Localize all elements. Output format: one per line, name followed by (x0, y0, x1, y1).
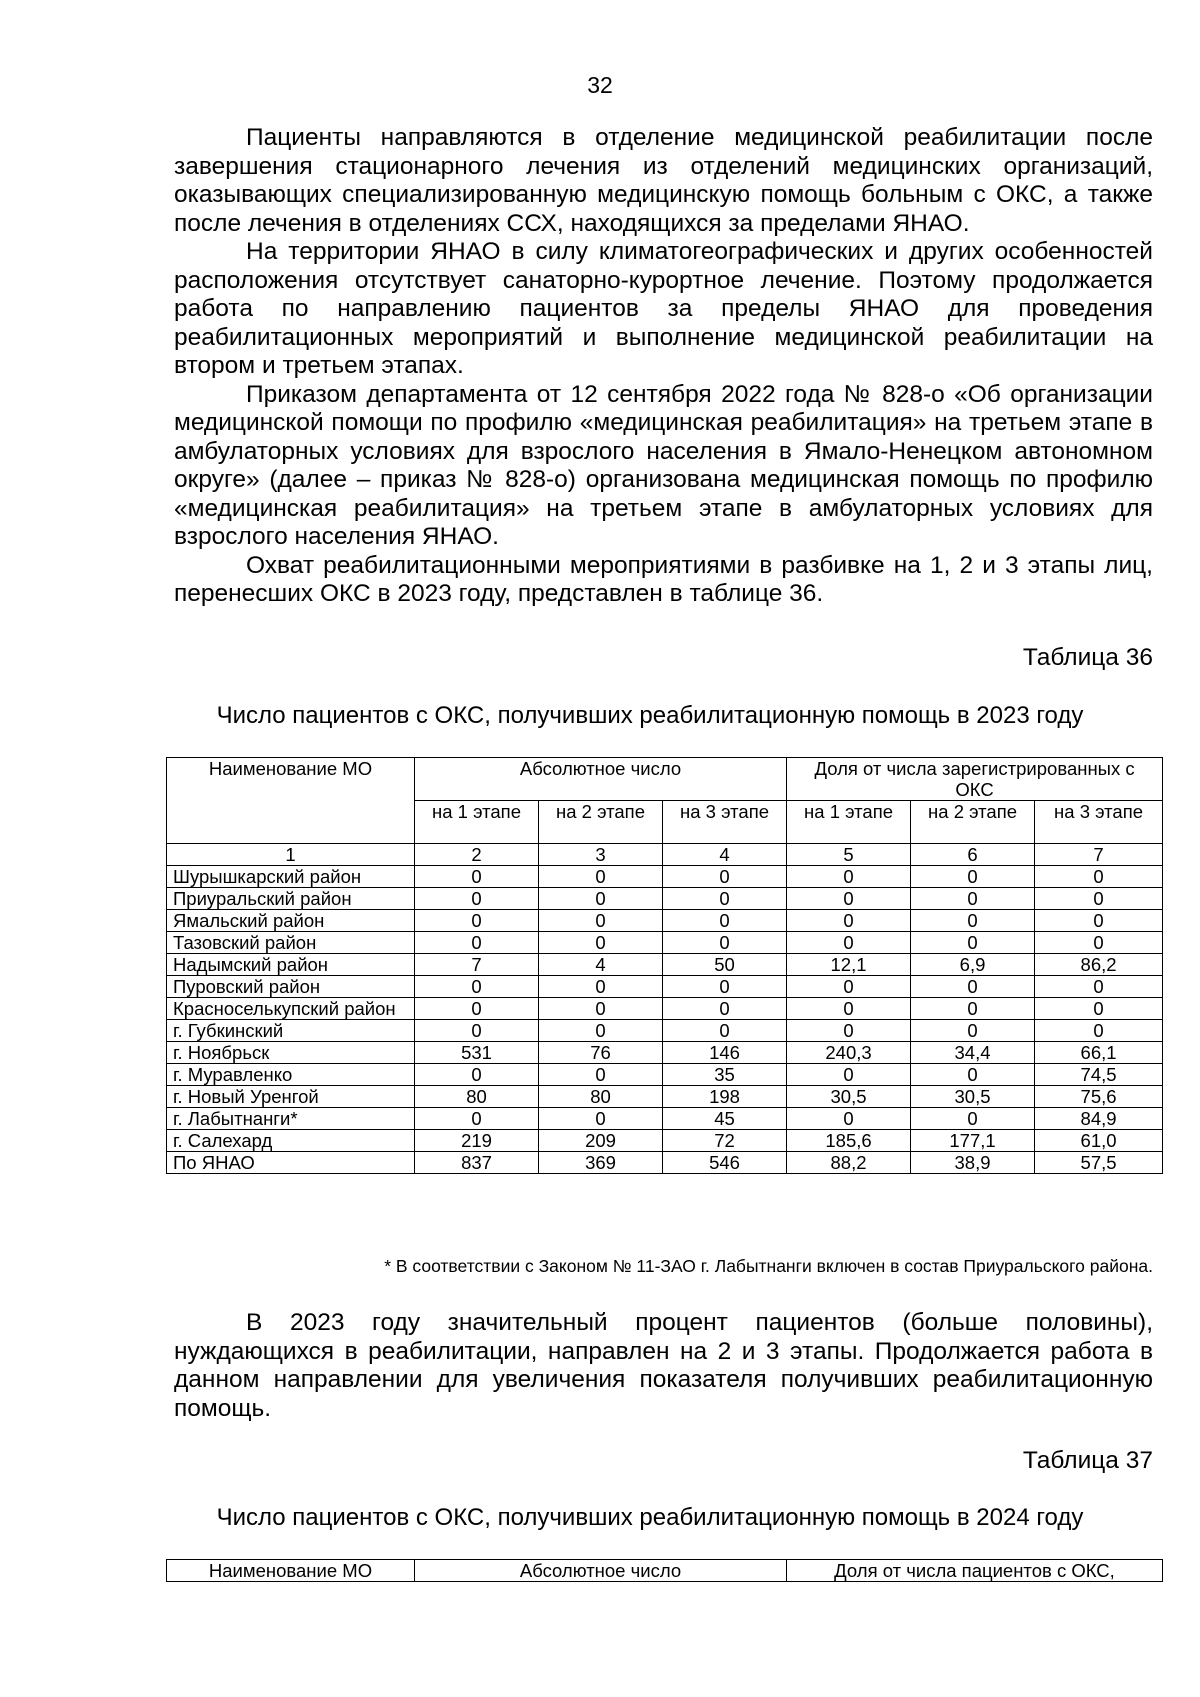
value-cell: 0 (787, 888, 911, 910)
mo-name-cell: г. Ноябрьск (167, 1042, 415, 1064)
value-cell: 0 (415, 1064, 539, 1086)
value-cell: 0 (539, 1020, 663, 1042)
value-cell: 0 (787, 932, 911, 954)
table-row (167, 888, 1163, 910)
value-cell: 0 (539, 932, 663, 954)
table36-header-stage: на 3 этапе (663, 801, 787, 844)
value-cell: 0 (911, 976, 1035, 998)
value-cell: 0 (415, 976, 539, 998)
paragraph-4: Охват реабилитационными мероприятиями в разбивке на 1, 2 и 3 этапы лиц, перенесших ОКС в 2023 году, представлен в таблице 36. (174, 551, 1153, 607)
value-cell: 7 (415, 954, 539, 976)
table-row (167, 1130, 1163, 1152)
value-cell: 76 (539, 1042, 663, 1064)
table37-title: Число пациентов с ОКС, получивших реабилитационную помощь в 2024 году (216, 1504, 1084, 1531)
paragraph-2: На территории ЯНАО в силу климатогеографических и других особенностей расположения отсутствует санаторно-курортное лечение. Поэтому продолжается работа по направлению пациентов за пределы ЯНАО для проведения реабилитационных мероприятий и выполнение медицинской реабилитации на втором и третьем этапах. (174, 238, 1153, 379)
table36-body (167, 844, 1163, 1174)
value-cell: 30,5 (787, 1086, 911, 1108)
paragraph-1: Пациенты направляются в отделение медицинской реабилитации после завершения стационарного лечения из отделений медицинских организаций, оказывающих специализированную медицинскую помощь больным с ОКС, а также после лечения в отделениях ССХ, находящихся за пределами ЯНАО. (174, 124, 1153, 237)
index-cell: 1 (167, 844, 415, 866)
value-cell: 0 (415, 998, 539, 1020)
value-cell: 4 (539, 954, 663, 976)
value-cell: 30,5 (911, 1086, 1035, 1108)
table37-header-row-1 (167, 1560, 1163, 1582)
value-cell: 38,9 (911, 1152, 1035, 1174)
value-cell: 209 (539, 1130, 663, 1152)
table36-header-stage: на 3 этапе (1035, 801, 1163, 844)
table36-header-share: Доля от числа зарегистрированных с ОКС (787, 758, 1163, 801)
mo-name-cell: Тазовский район (167, 932, 415, 954)
index-cell: 6 (911, 844, 1035, 866)
value-cell: 0 (415, 910, 539, 932)
value-cell: 45 (663, 1108, 787, 1130)
value-cell: 219 (415, 1130, 539, 1152)
paragraph-5: В 2023 году значительный процент пациентов (больше половины), нуждающихся в реабилитации, направлен на 2 и 3 этапы. Продолжается работа в данном направлении для увеличения показателя получивших реабилитационную помощь. (174, 1309, 1153, 1422)
value-cell: 0 (539, 910, 663, 932)
value-cell: 0 (911, 1108, 1035, 1130)
table-row (167, 1020, 1163, 1042)
value-cell: 0 (663, 932, 787, 954)
mo-name-cell: г. Муравленко (167, 1064, 415, 1086)
value-cell: 0 (1035, 910, 1163, 932)
mo-name-cell: Приуральский район (167, 888, 415, 910)
value-cell: 240,3 (787, 1042, 911, 1064)
value-cell: 75,6 (1035, 1086, 1163, 1108)
value-cell: 0 (911, 888, 1035, 910)
value-cell: 0 (539, 888, 663, 910)
value-cell: 0 (539, 1064, 663, 1086)
table36 (166, 757, 1163, 1174)
value-cell: 0 (787, 998, 911, 1020)
conclusion-text (174, 1309, 1153, 1423)
mo-name-cell: г. Губкинский (167, 1020, 415, 1042)
value-cell: 0 (663, 1020, 787, 1042)
value-cell: 0 (1035, 866, 1163, 888)
value-cell: 0 (663, 866, 787, 888)
value-cell: 369 (539, 1152, 663, 1174)
table-row (167, 954, 1163, 976)
value-cell: 0 (787, 1108, 911, 1130)
value-cell: 72 (663, 1130, 787, 1152)
index-cell: 4 (663, 844, 787, 866)
table36-header-name: Наименование МО (167, 758, 415, 844)
value-cell: 0 (415, 1020, 539, 1042)
mo-name-cell: Шурышкарский район (167, 866, 415, 888)
table-row (167, 1064, 1163, 1086)
value-cell: 80 (539, 1086, 663, 1108)
value-cell: 88,2 (787, 1152, 911, 1174)
table36-header-stage: на 1 этапе (787, 801, 911, 844)
mo-name-cell: Пуровский район (167, 976, 415, 998)
value-cell: 66,1 (1035, 1042, 1163, 1064)
value-cell: 84,9 (1035, 1108, 1163, 1130)
value-cell: 0 (663, 888, 787, 910)
value-cell: 0 (787, 1020, 911, 1042)
value-cell: 80 (415, 1086, 539, 1108)
value-cell: 57,5 (1035, 1152, 1163, 1174)
index-cell: 3 (539, 844, 663, 866)
value-cell: 0 (1035, 976, 1163, 998)
table-row (167, 1108, 1163, 1130)
value-cell: 0 (911, 910, 1035, 932)
table-row (167, 998, 1163, 1020)
value-cell: 837 (415, 1152, 539, 1174)
value-cell: 0 (1035, 998, 1163, 1020)
value-cell: 35 (663, 1064, 787, 1086)
table-row (167, 1086, 1163, 1108)
value-cell: 0 (415, 1108, 539, 1130)
value-cell: 61,0 (1035, 1130, 1163, 1152)
mo-name-cell: Красноселькупский район (167, 998, 415, 1020)
mo-name-cell: г. Салехард (167, 1130, 415, 1152)
value-cell: 0 (415, 866, 539, 888)
paragraph-3: Приказом департамента от 12 сентября 2022 года № 828-о «Об организации медицинской помощи по профилю «медицинская реабилитация» на третьем этапе в амбулаторных условиях для взрослого населения в Ямало-Ненецком автономном округе» (далее – приказ № 828-о) организована медицинская помощь по профилю «медицинская реабилитация» на третьем этапе в амбулаторных условиях для взрослого населения ЯНАО. (174, 380, 1153, 550)
table36-header-stage: на 1 этапе (415, 801, 539, 844)
table36-header-absolute: Абсолютное число (415, 758, 787, 801)
table-row (167, 976, 1163, 998)
value-cell: 0 (539, 1108, 663, 1130)
value-cell: 0 (911, 1020, 1035, 1042)
table36-caption: Таблица 36 (1022, 644, 1153, 671)
value-cell: 0 (787, 866, 911, 888)
table-row (167, 1152, 1163, 1174)
table36-header-stage: на 2 этапе (911, 801, 1035, 844)
value-cell: 546 (663, 1152, 787, 1174)
value-cell: 0 (539, 976, 663, 998)
value-cell: 146 (663, 1042, 787, 1064)
intro-text (174, 124, 1153, 609)
value-cell: 0 (911, 1064, 1035, 1086)
value-cell: 0 (911, 932, 1035, 954)
table36-index-row (167, 844, 1163, 866)
value-cell: 0 (1035, 1020, 1163, 1042)
value-cell: 185,6 (787, 1130, 911, 1152)
value-cell: 0 (787, 1064, 911, 1086)
table36-header-row-1 (167, 758, 1163, 801)
table-row (167, 932, 1163, 954)
value-cell: 6,9 (911, 954, 1035, 976)
page-number: 32 (587, 72, 613, 98)
index-cell: 2 (415, 844, 539, 866)
table36-title: Число пациентов с ОКС, получивших реабилитационную помощь в 2023 году (216, 702, 1084, 729)
value-cell: 0 (415, 932, 539, 954)
table-row (167, 866, 1163, 888)
mo-name-cell: Надымский район (167, 954, 415, 976)
value-cell: 0 (1035, 888, 1163, 910)
value-cell: 0 (911, 998, 1035, 1020)
value-cell: 12,1 (787, 954, 911, 976)
value-cell: 86,2 (1035, 954, 1163, 976)
value-cell: 0 (415, 888, 539, 910)
index-cell: 7 (1035, 844, 1163, 866)
value-cell: 531 (415, 1042, 539, 1064)
table-row (167, 1042, 1163, 1064)
value-cell: 177,1 (911, 1130, 1035, 1152)
mo-name-cell: г. Лабытнанги* (167, 1108, 415, 1130)
value-cell: 0 (539, 866, 663, 888)
value-cell: 0 (663, 910, 787, 932)
table-row (167, 910, 1163, 932)
value-cell: 198 (663, 1086, 787, 1108)
table37-header-name: Наименование МО (167, 1560, 415, 1582)
mo-name-cell: По ЯНАО (167, 1152, 415, 1174)
index-cell: 5 (787, 844, 911, 866)
table37-caption: Таблица 37 (1022, 1447, 1153, 1474)
value-cell: 0 (911, 866, 1035, 888)
mo-name-cell: г. Новый Уренгой (167, 1086, 415, 1108)
value-cell: 0 (663, 976, 787, 998)
table36-footnote: * В соответствии с Законом № 11-ЗАО г. Лабытнанги включен в состав Приуральского района. (384, 1256, 1153, 1276)
value-cell: 0 (787, 976, 911, 998)
mo-name-cell: Ямальский район (167, 910, 415, 932)
value-cell: 50 (663, 954, 787, 976)
value-cell: 0 (663, 998, 787, 1020)
value-cell: 0 (1035, 932, 1163, 954)
table36-header-stage: на 2 этапе (539, 801, 663, 844)
value-cell: 0 (539, 998, 663, 1020)
table37-header-absolute: Абсолютное число (415, 1560, 787, 1582)
table37-header-share: Доля от числа пациентов с ОКС, (787, 1560, 1163, 1582)
table37 (166, 1559, 1163, 1582)
value-cell: 34,4 (911, 1042, 1035, 1064)
value-cell: 0 (787, 910, 911, 932)
value-cell: 74,5 (1035, 1064, 1163, 1086)
